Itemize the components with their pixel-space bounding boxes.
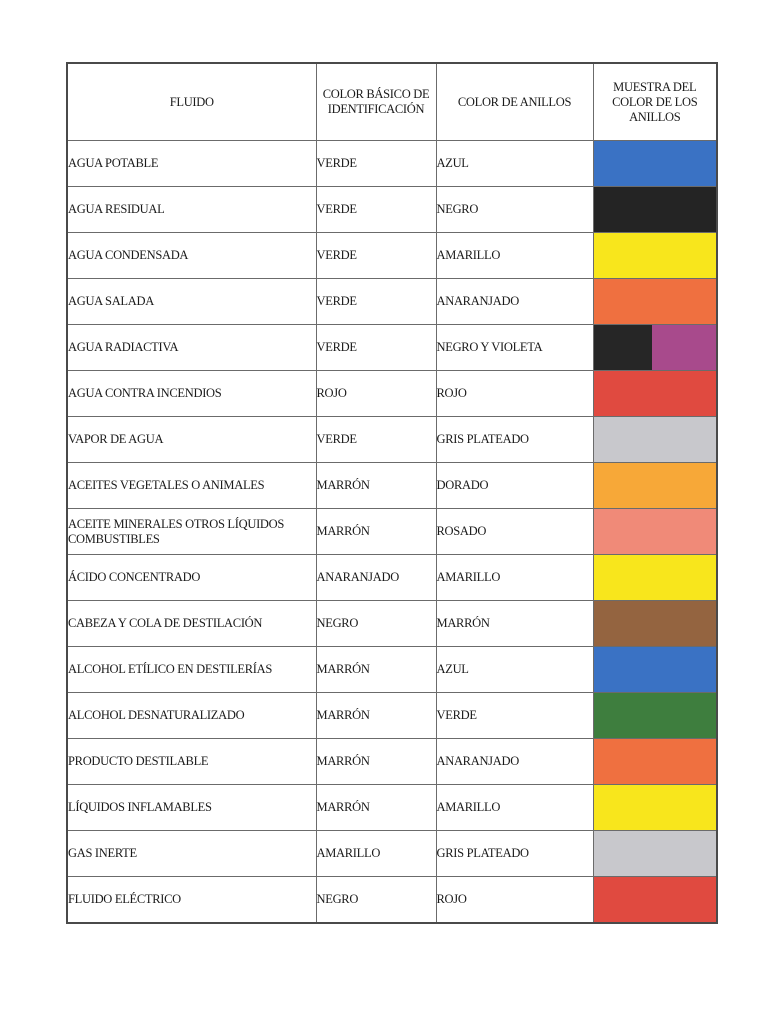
- basic-color-cell: VERDE: [316, 325, 436, 371]
- fluid-name-cell: FLUIDO ELÉCTRICO: [67, 877, 316, 924]
- basic-color-cell: VERDE: [316, 233, 436, 279]
- ring-sample-cell: [593, 417, 717, 463]
- table-row: [67, 555, 717, 601]
- table-row: [67, 509, 717, 555]
- color-swatch-part: [594, 739, 717, 784]
- basic-color-cell: MARRÓN: [316, 693, 436, 739]
- color-swatch: [594, 371, 717, 416]
- basic-color-cell: MARRÓN: [316, 785, 436, 831]
- table-row: [67, 325, 717, 371]
- ring-sample-cell: [593, 187, 717, 233]
- table-header-row: [67, 63, 717, 141]
- table-body: [67, 141, 717, 924]
- ring-sample-cell: [593, 371, 717, 417]
- fluid-color-table: [66, 62, 718, 924]
- header-fluid: FLUIDO: [67, 63, 316, 141]
- basic-color-cell: VERDE: [316, 279, 436, 325]
- color-swatch-part: [594, 647, 717, 692]
- ring-color-cell: ANARANJADO: [436, 739, 593, 785]
- table-row: [67, 647, 717, 693]
- color-swatch-part: [594, 555, 717, 600]
- color-swatch-part: [594, 877, 717, 922]
- color-swatch: [594, 233, 717, 278]
- ring-sample-cell: [593, 877, 717, 924]
- color-swatch: [594, 739, 717, 784]
- color-swatch: [594, 463, 717, 508]
- basic-color-cell: MARRÓN: [316, 509, 436, 555]
- basic-color-cell: NEGRO: [316, 877, 436, 924]
- basic-color-cell: ANARANJADO: [316, 555, 436, 601]
- ring-sample-cell: [593, 463, 717, 509]
- color-swatch-part: [652, 325, 717, 370]
- color-swatch: [594, 555, 717, 600]
- ring-color-cell: AMARILLO: [436, 785, 593, 831]
- color-swatch: [594, 877, 717, 922]
- header-ring-color: COLOR DE ANILLOS: [436, 63, 593, 141]
- ring-sample-cell: [593, 555, 717, 601]
- color-swatch: [594, 325, 717, 370]
- ring-sample-cell: [593, 647, 717, 693]
- table-row: [67, 141, 717, 187]
- color-swatch-part: [594, 233, 717, 278]
- color-swatch-part: [594, 417, 717, 462]
- ring-color-cell: AMARILLO: [436, 233, 593, 279]
- basic-color-cell: MARRÓN: [316, 739, 436, 785]
- color-swatch: [594, 279, 717, 324]
- fluid-name-cell: AGUA POTABLE: [67, 141, 316, 187]
- header-ring-sample: MUESTRA DEL COLOR DE LOS ANILLOS: [593, 63, 717, 141]
- ring-color-cell: ANARANJADO: [436, 279, 593, 325]
- ring-sample-cell: [593, 693, 717, 739]
- fluid-name-cell: AGUA CONTRA INCENDIOS: [67, 371, 316, 417]
- basic-color-cell: AMARILLO: [316, 831, 436, 877]
- fluid-name-cell: ALCOHOL ETÍLICO EN DESTILERÍAS: [67, 647, 316, 693]
- ring-color-cell: AZUL: [436, 647, 593, 693]
- fluid-name-cell: CABEZA Y COLA DE DESTILACIÓN: [67, 601, 316, 647]
- color-swatch-part: [594, 279, 717, 324]
- basic-color-cell: VERDE: [316, 187, 436, 233]
- fluid-name-cell: ÁCIDO CONCENTRADO: [67, 555, 316, 601]
- fluid-name-cell: AGUA SALADA: [67, 279, 316, 325]
- color-swatch-part: [594, 371, 717, 416]
- fluid-name-cell: ALCOHOL DESNATURALIZADO: [67, 693, 316, 739]
- fluid-name-cell: ACEITES VEGETALES O ANIMALES: [67, 463, 316, 509]
- color-swatch: [594, 187, 717, 232]
- table-row: [67, 187, 717, 233]
- ring-color-cell: MARRÓN: [436, 601, 593, 647]
- fluid-name-cell: VAPOR DE AGUA: [67, 417, 316, 463]
- fluid-name-cell: ACEITE MINERALES OTROS LÍQUIDOS COMBUSTIBLES: [67, 509, 316, 555]
- color-swatch: [594, 693, 717, 738]
- color-swatch-part: [594, 601, 717, 646]
- color-swatch-part: [594, 141, 717, 186]
- table-row: [67, 463, 717, 509]
- ring-color-cell: ROJO: [436, 877, 593, 924]
- ring-color-cell: AZUL: [436, 141, 593, 187]
- fluid-name-cell: AGUA RADIACTIVA: [67, 325, 316, 371]
- ring-sample-cell: [593, 233, 717, 279]
- fluid-name-cell: AGUA CONDENSADA: [67, 233, 316, 279]
- ring-color-cell: ROSADO: [436, 509, 593, 555]
- basic-color-cell: NEGRO: [316, 601, 436, 647]
- color-swatch-part: [594, 509, 717, 554]
- fluid-name-cell: GAS INERTE: [67, 831, 316, 877]
- basic-color-cell: VERDE: [316, 417, 436, 463]
- ring-sample-cell: [593, 279, 717, 325]
- table-row: [67, 279, 717, 325]
- ring-color-cell: AMARILLO: [436, 555, 593, 601]
- ring-color-cell: GRIS PLATEADO: [436, 417, 593, 463]
- basic-color-cell: VERDE: [316, 141, 436, 187]
- color-swatch: [594, 785, 717, 830]
- ring-color-cell: VERDE: [436, 693, 593, 739]
- ring-color-cell: NEGRO Y VIOLETA: [436, 325, 593, 371]
- basic-color-cell: MARRÓN: [316, 647, 436, 693]
- color-swatch: [594, 509, 717, 554]
- table-row: [67, 739, 717, 785]
- color-swatch-part: [594, 693, 717, 738]
- color-swatch: [594, 417, 717, 462]
- table-row: [67, 233, 717, 279]
- basic-color-cell: ROJO: [316, 371, 436, 417]
- basic-color-cell: MARRÓN: [316, 463, 436, 509]
- fluid-name-cell: AGUA RESIDUAL: [67, 187, 316, 233]
- ring-color-cell: NEGRO: [436, 187, 593, 233]
- ring-sample-cell: [593, 601, 717, 647]
- ring-sample-cell: [593, 141, 717, 187]
- ring-sample-cell: [593, 509, 717, 555]
- table-row: [67, 417, 717, 463]
- ring-color-cell: GRIS PLATEADO: [436, 831, 593, 877]
- color-swatch: [594, 601, 717, 646]
- color-swatch-part: [594, 463, 717, 508]
- table-row: [67, 693, 717, 739]
- ring-color-cell: DORADO: [436, 463, 593, 509]
- ring-sample-cell: [593, 785, 717, 831]
- fluid-name-cell: PRODUCTO DESTILABLE: [67, 739, 316, 785]
- ring-sample-cell: [593, 739, 717, 785]
- header-basic-color: COLOR BÁSICO DE IDENTIFICACIÓN: [316, 63, 436, 141]
- color-swatch-part: [594, 325, 652, 370]
- ring-sample-cell: [593, 831, 717, 877]
- color-swatch-part: [594, 785, 717, 830]
- color-swatch-part: [594, 831, 717, 876]
- color-swatch: [594, 647, 717, 692]
- ring-color-cell: ROJO: [436, 371, 593, 417]
- color-swatch-part: [594, 187, 717, 232]
- table-row: [67, 877, 717, 924]
- ring-sample-cell: [593, 325, 717, 371]
- color-swatch: [594, 831, 717, 876]
- fluid-name-cell: LÍQUIDOS INFLAMABLES: [67, 785, 316, 831]
- color-swatch: [594, 141, 717, 186]
- table-row: [67, 371, 717, 417]
- document-sheet: [66, 62, 716, 924]
- table-row: [67, 785, 717, 831]
- table-row: [67, 831, 717, 877]
- table-row: [67, 601, 717, 647]
